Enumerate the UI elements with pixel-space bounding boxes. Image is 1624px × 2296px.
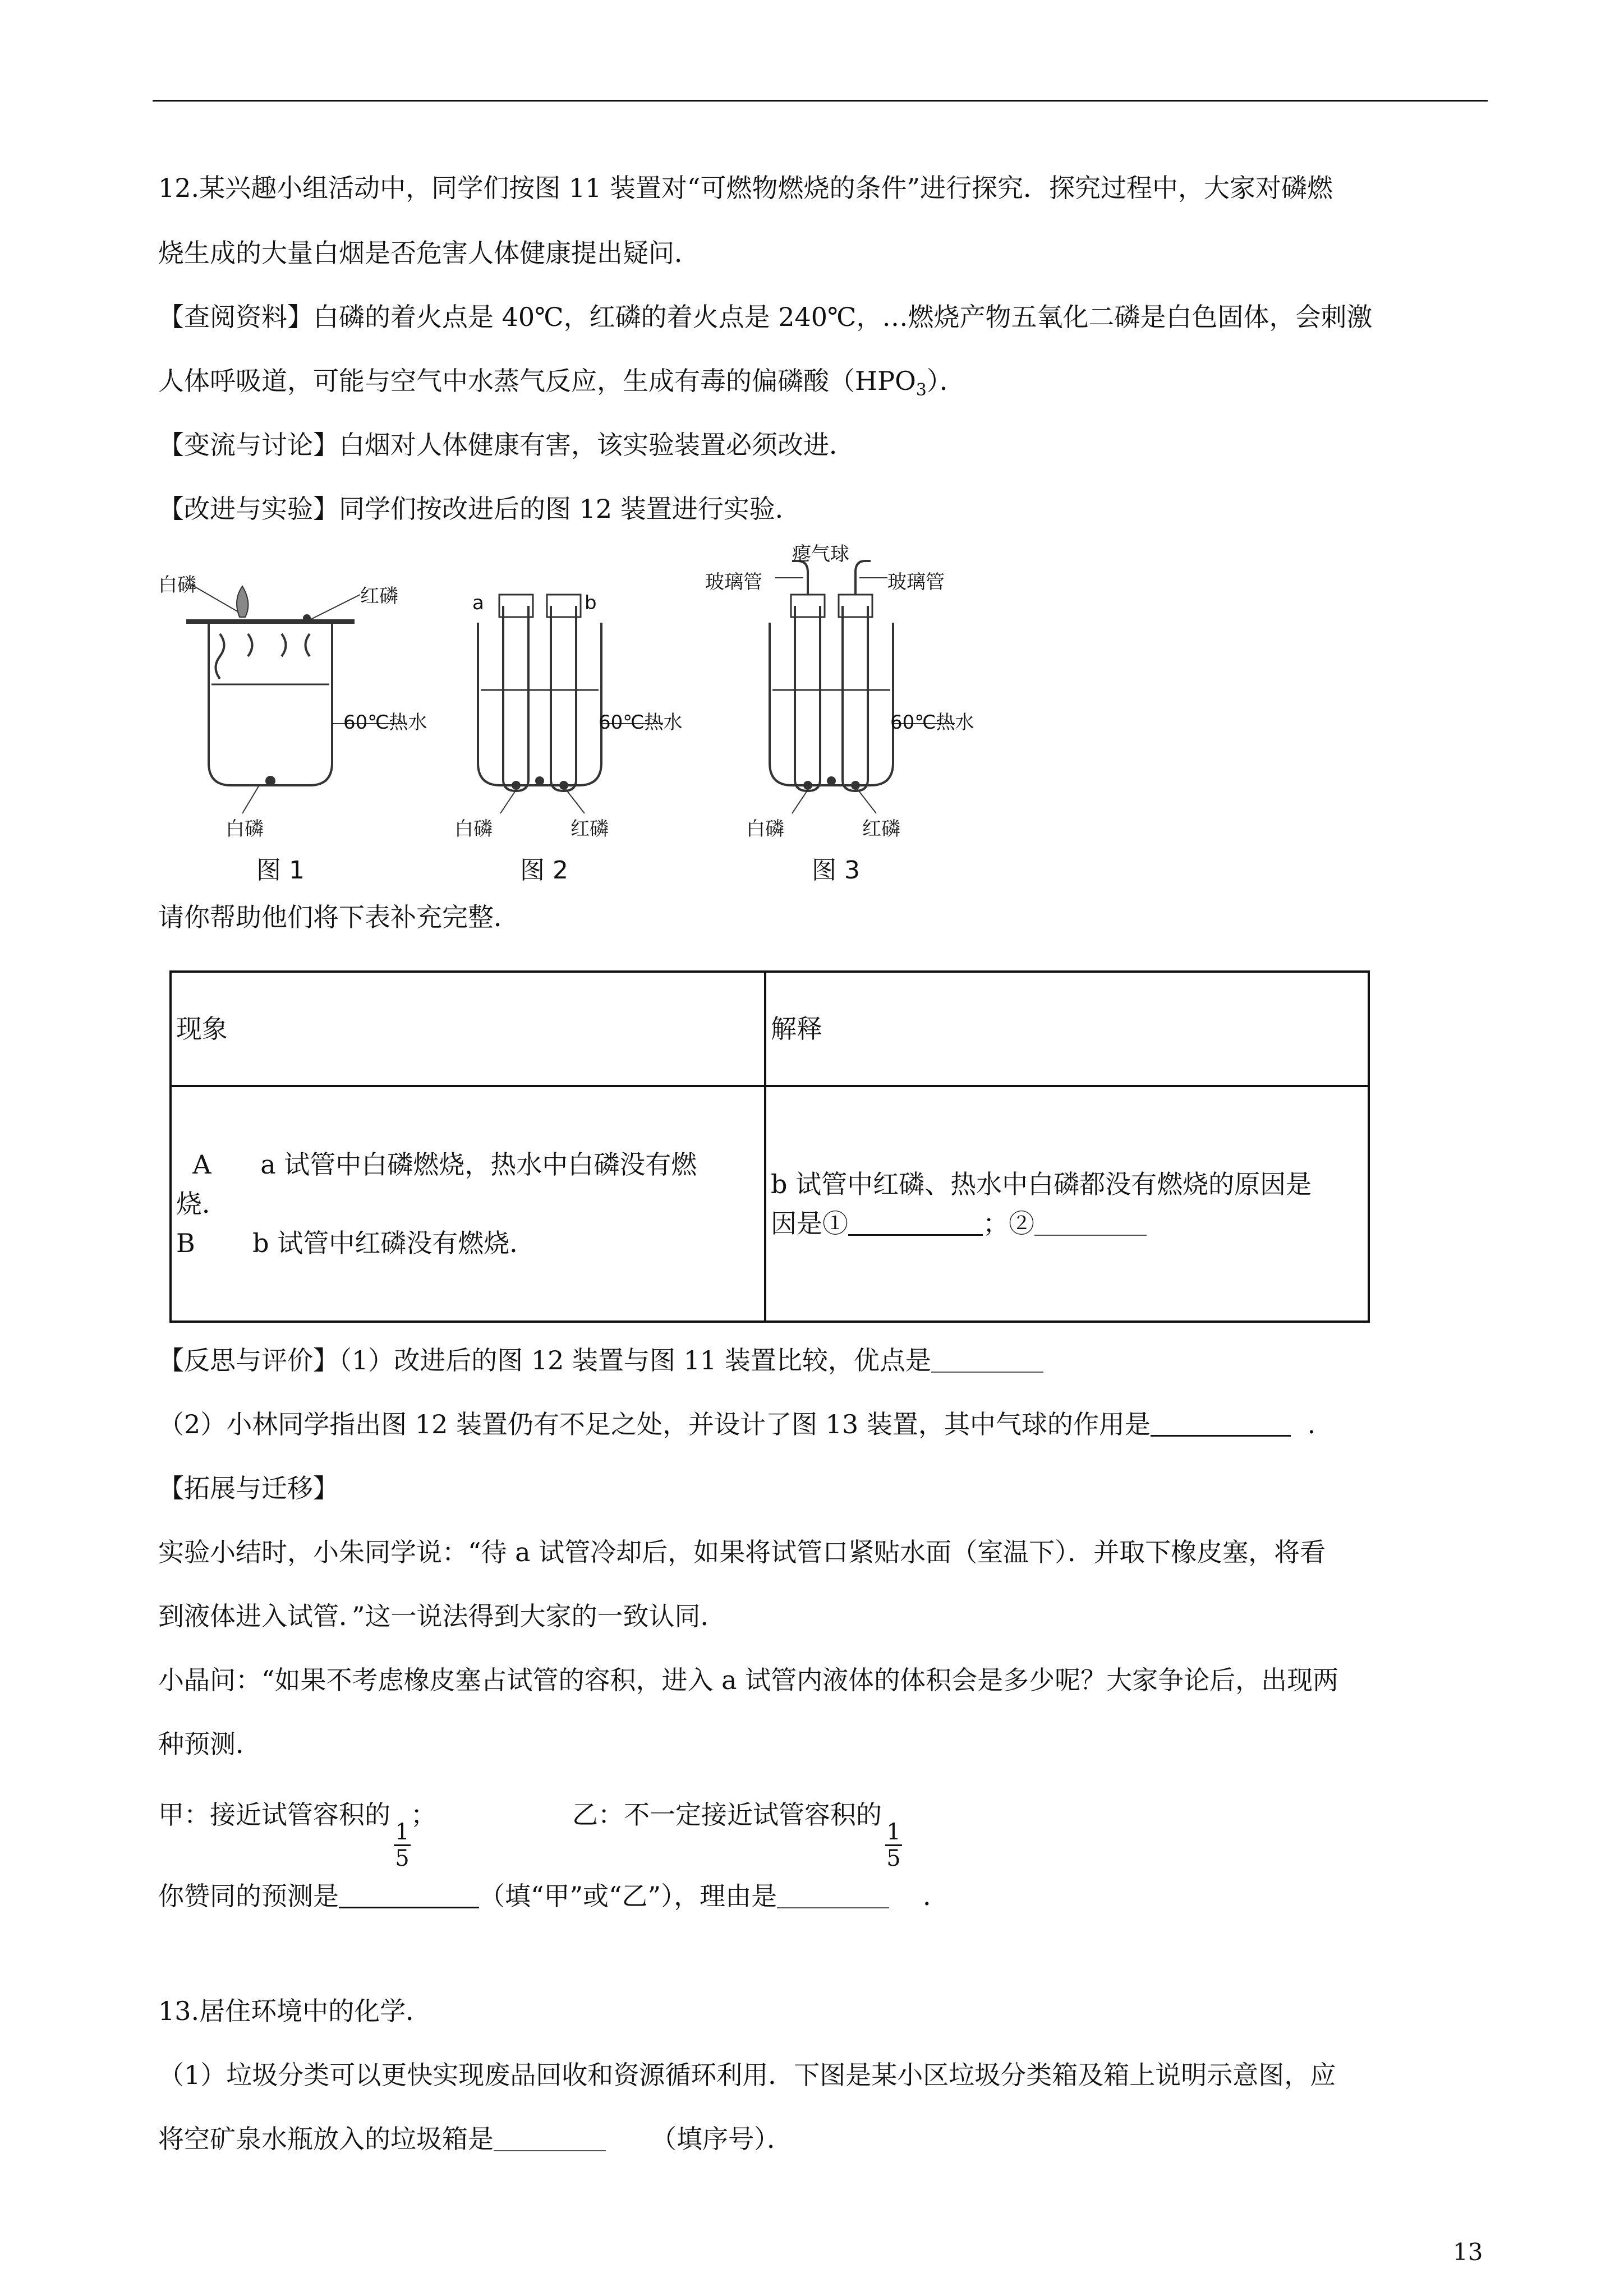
q12-line2: 烧生成的大量白烟是否危害人体健康提出疑问．	[158, 238, 700, 268]
prediction-jia: 甲：接近试管容积的 $\frac{1}{5}$ ；	[158, 1800, 436, 1871]
header-explanation: 解释	[765, 972, 1369, 1086]
q12-line1: 12.某兴趣小组活动中，同学们按图 11 装置对“可燃物燃烧的条件”进行探究．探究过程中，大家对磷燃	[158, 173, 1333, 203]
fig3-glass-tube-right-label: 玻璃管	[887, 571, 945, 593]
fig2-red-phosphorus-label: 红磷	[571, 818, 609, 840]
reflection-line2: （2）小林同学指出图 12 装置仍有不足之处，并设计了图 13 装置，其中气球的作用是 ．	[158, 1409, 1333, 1439]
bin-number-blank[interactable]	[494, 2124, 606, 2151]
info-line2: 人体呼吸道，可能与空气中水蒸气反应，生成有毒的偏磷酸$(HPO_3)$．	[158, 366, 965, 401]
answer-blank-2[interactable]	[1034, 1209, 1147, 1236]
apparatus-figure	[158, 539, 977, 886]
apparatus-drawing	[158, 539, 977, 886]
answer-blank-1[interactable]	[848, 1208, 983, 1236]
fig3-caption: 图 3	[812, 856, 860, 885]
explanation-line2: 因是① ；②	[771, 1204, 1363, 1243]
extension-line2: 到液体进入试管．”这一说法得到大家的一致认同．	[158, 1601, 726, 1631]
reason-blank[interactable]	[777, 1881, 889, 1908]
fig2-tube-b-label: b	[585, 592, 597, 614]
phenomenon-a-line2: 烧．	[176, 1189, 228, 1219]
agree-choice-blank[interactable]	[339, 1881, 479, 1908]
fig1-bottom-label: 白磷	[226, 818, 264, 840]
q13-title: 13.居住环境中的化学．	[158, 1996, 432, 2026]
info-line1: 【查阅资料】白磷的着火点是 40℃，红磷的着火点是 240℃，…燃烧产物五氧化二磷是白色固体，会刺激	[158, 302, 1373, 332]
fig1-red-phosphorus-label: 红磷	[360, 585, 398, 608]
fig3-balloon-label: 瘪气球	[792, 543, 849, 565]
phenomenon-cell	[171, 1086, 765, 1322]
fig1-white-phosphorus-label: 白磷	[158, 574, 196, 596]
fig2-white-phosphorus-label: 白磷	[454, 818, 493, 840]
improvement-line: 【改进与实验】同学们按改进后的图 12 装置进行实验．	[158, 494, 801, 524]
q13-line2: 将空矿泉水瓶放入的垃圾箱是 （填序号）．	[158, 2124, 793, 2154]
fig3-red-phosphorus-label: 红磷	[862, 818, 900, 840]
phenomenon-b-line: B b 试管中红磷没有燃烧．	[176, 1228, 536, 1258]
phenomenon-a-line1: A a 试管中白磷燃烧，热水中白磷没有燃	[176, 1149, 697, 1180]
extension-line4: 种预测．	[158, 1729, 261, 1759]
balloon-purpose-blank[interactable]	[1151, 1409, 1291, 1437]
explanation-line1: b 试管中红磷、热水中白磷都没有燃烧的原因是	[771, 1169, 1312, 1199]
table-prompt: 请你帮助他们将下表补充完整．	[158, 902, 519, 932]
fig2-tube-a-label: a	[472, 592, 484, 614]
header-rule	[153, 100, 1488, 102]
discussion-line: 【变流与讨论】白烟对人体健康有害，该实验装置必须改进．	[158, 430, 855, 460]
page-number: 13	[1453, 2238, 1483, 2266]
observation-table	[169, 970, 1370, 1323]
extension-line3: 小晶问：“如果不考虑橡皮塞占试管的容积，进入 a 试管内液体的体积会是多少呢？大家争论后，出现两	[158, 1665, 1339, 1695]
explanation-cell	[765, 1086, 1369, 1322]
q13-line1: （1）垃圾分类可以更快实现废品回收和资源循环利用．下图是某小区垃圾分类箱及箱上说明示意图，应	[158, 2060, 1336, 2090]
prediction-yi: 乙：不一定接近试管容积的 $\frac{1}{5}$	[572, 1795, 1077, 1871]
fraction-one-fifth: $\frac{1}{5}$	[394, 1820, 411, 1871]
fig1-water-label: 60℃热水	[343, 711, 427, 734]
extension-line1: 实验小结时，小朱同学说：“待 a 试管冷却后，如果将试管口紧贴水面（室温下）．并取下橡皮塞，将看	[158, 1537, 1326, 1567]
header-phenomenon: 现象	[171, 972, 765, 1086]
fig3-glass-tube-left-label: 玻璃管	[705, 571, 762, 593]
fig2-caption: 图 2	[520, 856, 568, 885]
fig1-caption: 图 1	[256, 856, 305, 885]
extension-heading: 【拓展与迁移】	[158, 1473, 339, 1503]
fraction-one-fifth-yi: $\frac{1}{5}$	[885, 1820, 902, 1871]
agreement-line: 你赞同的预测是 （填“甲”或“乙”），理由是 ．	[158, 1881, 949, 1911]
fig3-water-label: 60℃热水	[890, 711, 974, 734]
reflection-line1: 【反思与评价】（1）改进后的图 12 装置与图 11 装置比较，优点是	[158, 1341, 1488, 1380]
advantage-blank[interactable]	[931, 1346, 1043, 1373]
fig2-water-label: 60℃热水	[599, 711, 683, 734]
fig3-white-phosphorus-label: 白磷	[746, 818, 784, 840]
